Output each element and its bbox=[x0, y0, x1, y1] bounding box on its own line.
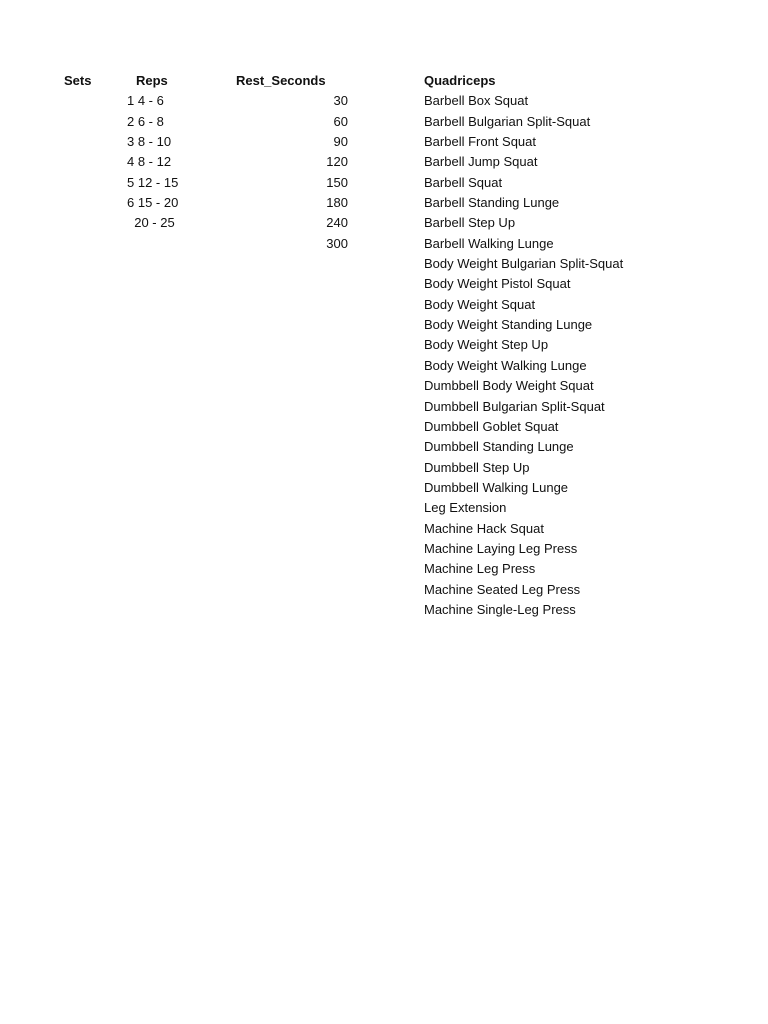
rest-seconds-cell: 180 bbox=[326, 195, 348, 211]
spreadsheet-page bbox=[0, 71, 768, 620]
rest-seconds-cell: 90 bbox=[333, 134, 348, 150]
reps-cell: 1 4 - 6 bbox=[127, 93, 164, 109]
header-reps: Reps bbox=[136, 73, 168, 88]
quadriceps-exercise-cell: Barbell Front Squat bbox=[424, 134, 537, 150]
quadriceps-exercise-cell: Barbell Squat bbox=[424, 174, 503, 190]
quadriceps-exercise-cell: Machine Single-Leg Press bbox=[424, 601, 576, 617]
quadriceps-exercise-cell: Body Weight Walking Lunge bbox=[424, 357, 587, 373]
reps-cell: 20 - 25 bbox=[127, 215, 175, 231]
quadriceps-exercise-cell: Body Weight Step Up bbox=[424, 337, 549, 353]
rest-seconds-cell: 150 bbox=[326, 174, 348, 190]
table-row bbox=[0, 498, 768, 518]
quadriceps-exercise-cell: Barbell Box Squat bbox=[424, 93, 529, 109]
table-row bbox=[0, 519, 768, 539]
table-row bbox=[0, 295, 768, 315]
table-row bbox=[0, 213, 768, 233]
table-row bbox=[0, 376, 768, 396]
quadriceps-exercise-cell: Dumbbell Step Up bbox=[424, 459, 530, 475]
header-row bbox=[0, 71, 768, 91]
quadriceps-exercise-cell: Barbell Walking Lunge bbox=[424, 235, 554, 251]
table-row bbox=[0, 132, 768, 152]
table-row bbox=[0, 356, 768, 376]
table-row bbox=[0, 335, 768, 355]
quadriceps-exercise-cell: Dumbbell Standing Lunge bbox=[424, 439, 574, 455]
table-row bbox=[0, 254, 768, 274]
reps-cell: 4 8 - 12 bbox=[127, 154, 172, 170]
quadriceps-exercise-cell: Dumbbell Goblet Squat bbox=[424, 418, 559, 434]
table-row bbox=[0, 458, 768, 478]
reps-cell: 3 8 - 10 bbox=[127, 134, 172, 150]
quadriceps-exercise-cell: Barbell Bulgarian Split-Squat bbox=[424, 113, 591, 129]
table-row bbox=[0, 173, 768, 193]
quadriceps-exercise-cell: Dumbbell Walking Lunge bbox=[424, 479, 569, 495]
quadriceps-exercise-cell: Barbell Step Up bbox=[424, 215, 516, 231]
table-row bbox=[0, 274, 768, 294]
table-row bbox=[0, 478, 768, 498]
quadriceps-exercise-cell: Body Weight Pistol Squat bbox=[424, 276, 571, 292]
table-row bbox=[0, 152, 768, 172]
reps-cell: 2 6 - 8 bbox=[127, 113, 164, 129]
reps-cell: 6 15 - 20 bbox=[127, 195, 179, 211]
quadriceps-exercise-cell: Machine Seated Leg Press bbox=[424, 581, 581, 597]
table-row bbox=[0, 112, 768, 132]
quadriceps-exercise-cell: Body Weight Standing Lunge bbox=[424, 317, 593, 333]
rest-seconds-cell: 120 bbox=[326, 154, 348, 170]
quadriceps-exercise-cell: Body Weight Bulgarian Split-Squat bbox=[424, 256, 624, 272]
table-row bbox=[0, 580, 768, 600]
table-row bbox=[0, 397, 768, 417]
table-row bbox=[0, 234, 768, 254]
table-row bbox=[0, 315, 768, 335]
table-row bbox=[0, 91, 768, 111]
header-sets: Sets bbox=[64, 73, 92, 88]
table-row bbox=[0, 600, 768, 620]
quadriceps-exercise-cell: Dumbbell Bulgarian Split-Squat bbox=[424, 398, 605, 414]
quadriceps-exercise-cell: Body Weight Squat bbox=[424, 296, 536, 312]
rest-seconds-cell: 30 bbox=[333, 93, 348, 109]
table-row bbox=[0, 539, 768, 559]
table-row bbox=[0, 437, 768, 457]
quadriceps-exercise-cell: Barbell Standing Lunge bbox=[424, 195, 560, 211]
table-row bbox=[0, 193, 768, 213]
quadriceps-exercise-cell: Machine Leg Press bbox=[424, 561, 536, 577]
quadriceps-exercise-cell: Leg Extension bbox=[424, 500, 507, 516]
quadriceps-exercise-cell: Barbell Jump Squat bbox=[424, 154, 538, 170]
quadriceps-exercise-cell: Dumbbell Body Weight Squat bbox=[424, 378, 594, 394]
header-rest-seconds: Rest_Seconds bbox=[236, 73, 326, 88]
quadriceps-exercise-cell: Machine Hack Squat bbox=[424, 520, 544, 536]
reps-cell: 5 12 - 15 bbox=[127, 174, 179, 190]
table-row bbox=[0, 559, 768, 579]
rest-seconds-cell: 300 bbox=[326, 235, 348, 251]
rest-seconds-cell: 240 bbox=[326, 215, 348, 231]
table-row bbox=[0, 417, 768, 437]
quadriceps-exercise-cell: Machine Laying Leg Press bbox=[424, 540, 578, 556]
rest-seconds-cell: 60 bbox=[333, 113, 348, 129]
data-rows bbox=[0, 91, 768, 620]
header-quadriceps: Quadriceps bbox=[424, 73, 496, 88]
